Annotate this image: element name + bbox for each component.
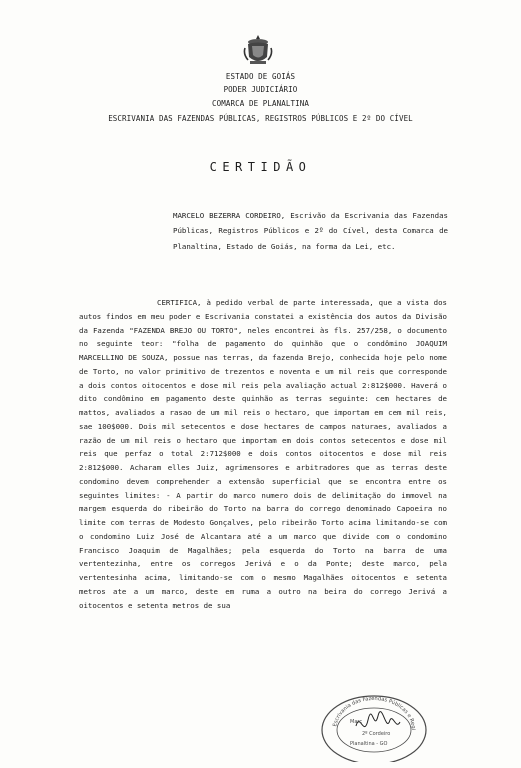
signature-scribble	[356, 712, 400, 727]
stamp-inner-line2: 2º Cordeiro	[362, 731, 391, 737]
body-paragraph: CERTIFICA, à pedido verbal de parte interessada, que a vista dos autos findos em meu poder e Escrivania constatei a existência dos autos da Divisão da Fazenda "FAZENDA BREJO OU TORTO", neles encontrei às fls. 257/258, o documento no seguinte teor: "folha de pagamento do quinhão que o condômino JOAQUIM MARCELLINO DE SOUZA, possue nas terras, da fazenda Brejo, conhecida hoje pelo nome de Torto, no valor primitivo de trezentos e noventa e um mil reis que corresponde a dois contos oitocentos e dose mil reis pela avaliação actual 2:812$000. Haverá o dito condômino em pagamento deste quinhão as terras seguinte: cem hectares de mattos, avaliados a rasao de um mil reis o hectaro, que importam em cem mil reis, sae 100$000. Dois mil setecentos e dose hectares de campos naturaes, avaliados a razão de um mil reis o hectaro que importam em dois contos setecentos e dose mil reis que perfaz o total 2:712$000 e dois contos oitocentos e dose mil reis 2:812$000. Acharam elles Juiz, agrimensores e arbitradores que as terras deste condomino devem comprehender a extensão superficial que se encontra entre os seguintes limites: - A partir do marco numero dois de delimitação do immovel na margem esquerda do ribeirão do Torto na barra do corrego denominado Capoeira no limite com terras de Modesto Gonçalves, pelo ribeirão Torto acima limitando-se com o condomino Luiz José de Alcantara até a um marco que divide com o condomino Francisco Joaquim de Magalhães; pela esquerda do Torto na barra de uma vertentezinha, entre os corregos Jerivá e o da Ponte; deste marco, pela vertentesinha acima, limitando-se com o mesmo Magalhães oitocentos e setenta metros ate a um marco, deste em ruma a outro na beira do corrego Jerivá a oitocentos e setenta metros de sua	[79, 298, 447, 610]
stamp-ring-text: Escrivania das Fazendas Públicas e Regi	[332, 695, 417, 731]
stamp-inner-line1: Marc	[350, 719, 363, 725]
certificate-body	[79, 296, 447, 612]
header-judiciary: PODER JUDICIÁRIO	[223, 85, 298, 94]
header-state: ESTADO DE GOIÁS	[225, 72, 296, 81]
intro-paragraph: MARCELO BEZERRA CORDEIRO, Escrivão da Escrivania das Fazendas Públicas, Registros Públicos e 2º do Cível, desta Comarca de Planaltina, Estado de Goiás, na forma da Lei, etc.	[173, 211, 448, 251]
stamp-inner-line3: Planaltina - GO	[350, 741, 388, 747]
coat-of-arms-icon	[243, 34, 273, 66]
header-county: COMARCA DE PLANALTINA	[212, 99, 309, 108]
document-title: CERTIDÃO	[209, 160, 312, 174]
header-registry-office: ESCRIVANIA DAS FAZENDAS PÚBLICAS, REGISTROS PÚBLICOS E 2º DO CÍVEL	[108, 114, 413, 123]
official-stamp-icon	[316, 690, 430, 762]
